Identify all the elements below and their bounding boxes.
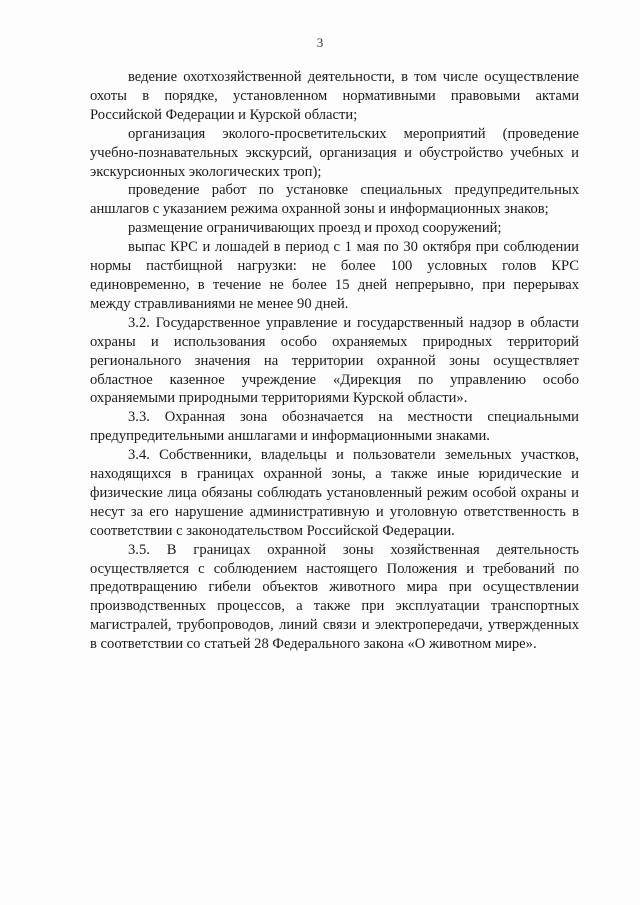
list-item-hunting: ведение охотхозяйственной деятельности, в том числе осуществление охоты в порядке, установленном нормативными правовыми актами Российской Федерации и Курской области; (90, 69, 579, 123)
list-item-barriers: размещение ограничивающих проезд и проход сооружений; (128, 220, 502, 237)
page-number: 3 (316, 35, 324, 50)
document-body (90, 68, 579, 654)
list-item-signage: проведение работ по установке специальных предупредительных аншлагов с указанием режима охранной зоны и информационных знаков; (90, 182, 579, 218)
list-item-grazing: выпас КРС и лошадей в период с 1 мая по 30 октября при соблюдении нормы пастбищной нагрузки: не более 100 условных голов КРС единовременно, в течение не более 15 дней непрерывно, при перерывах между стравливаниями не менее 90 дней. (90, 239, 579, 312)
section-3-4: 3.4. Собственники, владельцы и пользователи земельных участков, находящихся в границах охранной зоны, а также иные юридические и физические лица обязаны соблюдать установленный режим особой охраны и несут за его нарушение административную и уголовную ответственность в соответствии с законодательством Российской Федерации. (90, 447, 579, 539)
section-3-5: 3.5. В границах охранной зоны хозяйственная деятельность осуществляется с соблюдением настоящего Положения и требований по предотвращению гибели объектов животного мира при осуществлении производственных процессов, а также при эксплуатации транспортных магистралей, трубопроводов, линий связи и электропередачи, утвержденных в соответствии со статьей 28 Федерального закона «О животном мире». (90, 541, 579, 653)
section-3-3: 3.3. Охранная зона обозначается на местности специальными предупредительными аншлагами и информационными знаками. (90, 409, 579, 445)
list-item-eco-events: организация эколого-просветительских мероприятий (проведение учебно-познавательных экскурсий, организация и обустройство учебных и экскурсионных экологических троп); (90, 125, 579, 180)
section-3-2: 3.2. Государственное управление и государственный надзор в области охраны и использования особо охраняемых природных территорий регионального значения на территории охранной зоны осуществляет областное казенное учреждение «Дирекция по управлению особо охраняемыми природными территориями Курской области». (90, 314, 579, 407)
